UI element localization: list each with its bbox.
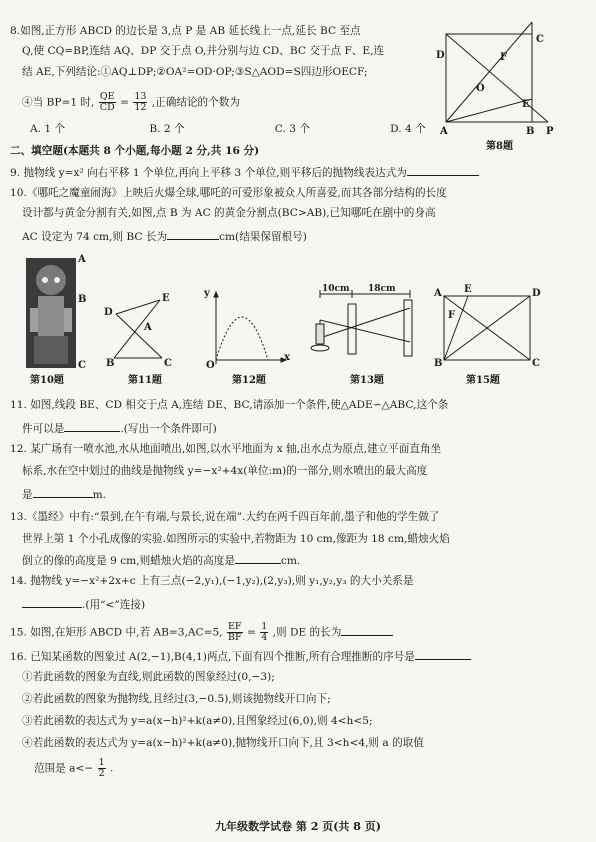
q15-frac2-denominator: 4 [261, 632, 268, 643]
fig11 [102, 290, 182, 370]
fig11-label-a: A [144, 322, 152, 333]
q11-answer-blank[interactable] [64, 420, 120, 432]
q8-equals: = [120, 96, 129, 109]
segment-ae [446, 99, 532, 122]
q12-answer-blank[interactable] [33, 486, 93, 498]
q15-line [10, 622, 393, 643]
fig12-label-y: y [204, 288, 210, 299]
q10-line3-text-b: cm(结果保留根号) [219, 231, 307, 243]
q8-fig-caption: 第8题 [486, 141, 513, 152]
fig11-label-c: C [164, 358, 172, 369]
fig10-caption: 第10题 [30, 375, 64, 386]
q8-figure [432, 22, 582, 142]
q13-line3-text-b: cm. [280, 555, 301, 567]
q14-answer-blank[interactable] [22, 596, 82, 608]
q8-option-c[interactable]: C. 3 个 [274, 123, 310, 135]
q16-item1: ①若此函数的图象为直线,则此函数的图象经过(0,−3); [22, 671, 275, 683]
q8-frac2-denominator: 12 [134, 102, 147, 113]
q16-frac-numerator: 1 [98, 757, 105, 768]
q13-line1: 13.《墨经》中有:“景到,在午有端,与景长,说在端”.大约在两千四百年前,墨子和他的学生做了 [10, 511, 440, 523]
fig11-label-d: D [104, 307, 113, 318]
candle [316, 324, 324, 344]
q10-line2: 设计都与黄金分割有关,如图,点 B 为 AC 的黄金分割点(BC>AB),已知哪吒在剧中的身高 [22, 207, 436, 219]
q11-line1: 11. 如图,线段 BE、CD 相交于点 A,连结 DE、BC,请添加一个条件,使△ADE∽△ABC,这个条 [10, 399, 449, 411]
q10-line1: 10.《哪吒之魔童闹海》上映后火爆全球,哪吒的可爱形象被众人所喜爱,而其各部分结构的长度 [10, 187, 447, 199]
q8-line2: Q,使 CQ=BP,连结 AQ、DP 交于点 O,并分别与边 CD、BC 交于点 F、E,连 [22, 45, 385, 57]
fig12-label-o: O [206, 360, 215, 371]
fig11-caption: 第11题 [128, 375, 162, 386]
q8-line4-text-a: ④当 BP=1 时, [22, 96, 95, 109]
q8-figure-svg [432, 22, 582, 142]
fig13-label-18cm: 18cm [368, 284, 396, 294]
q15-frac-numerator: EF [228, 621, 242, 632]
q16-fraction-1-2 [98, 758, 106, 779]
fig13-label-10cm: 10cm [322, 284, 350, 294]
q8-label-a: A [440, 126, 448, 137]
fig13-caption: 第13题 [350, 375, 384, 386]
q8-line4-text-b: ,正确结论的个数为 [151, 96, 240, 109]
q8-option-d[interactable]: D. 4 个 [390, 123, 426, 135]
q9-text [10, 164, 479, 180]
q14-line1: 14. 抛物线 y=−x²+2x+c 上有三点(−2,y₁),(−1,y₂),(2,y₃),则 y₁,y₂,y₃ 的大小关系是 [10, 575, 414, 587]
fig12-label-x: x [284, 352, 290, 363]
candle-base [311, 345, 329, 351]
fig10-label-b: B [78, 294, 87, 305]
fig10-label-c: C [78, 360, 86, 371]
q8-label-o: O [476, 83, 485, 94]
fig15-label-f: F [448, 310, 456, 321]
q13-line2: 世界上第 1 个小孔成像的实验.如图所示的实验中,若物距为 10 cm,像距为 18 cm,蜡烛火焰 [22, 533, 450, 545]
q15-frac-denominator: BF [227, 632, 242, 643]
q15-frac2-numerator: 1 [261, 621, 268, 632]
q15-fraction-1-4 [260, 622, 268, 643]
nezha-photo [26, 258, 76, 368]
q15-answer-blank[interactable] [341, 624, 393, 636]
q13-line3 [22, 552, 300, 568]
q16-item2: ②若此函数的图象为抛物线,且经过(3,−0.5),则该抛物线开口向下; [22, 693, 331, 705]
fig15-label-e: E [464, 284, 472, 295]
q8-label-d: D [436, 50, 445, 61]
q11-line2-text-a: 件可以是 [22, 423, 65, 435]
q15-text-b: ,则 DE 的长为 [272, 626, 342, 639]
q9-answer-blank[interactable] [407, 164, 479, 176]
fig11-label-e: E [162, 293, 170, 304]
square-abcd [446, 34, 532, 122]
q16-item4-line2 [34, 758, 113, 779]
segment-be [444, 296, 468, 360]
q10-line3 [22, 228, 307, 244]
fig15-label-c: C [532, 358, 540, 369]
q13-answer-blank[interactable] [235, 552, 281, 564]
q8-label-c: C [536, 34, 544, 45]
fig15 [432, 284, 542, 369]
fig12 [204, 288, 290, 371]
q8-option-b[interactable]: B. 2 个 [149, 123, 185, 135]
q16-frac-denominator: 2 [98, 768, 105, 779]
q12-line3 [22, 486, 106, 502]
segment-dc [116, 314, 162, 358]
q12-line2: 标系,水在空中划过的曲线是抛物线 y=−x²+4x(单位:m)的一部分,则水喷出的最大高度 [22, 465, 428, 477]
q8-label-f: F [500, 52, 508, 63]
fig15-label-b: B [434, 358, 443, 369]
fig12-svg [204, 288, 290, 368]
q16-item4-line2-text-a: 范围是 a<− [34, 762, 94, 775]
fig15-label-a: A [434, 288, 442, 299]
q16-item3: ③若此函数的表达式为 y=a(x−h)²+k(a≠0),且图象经过(6,0),则 4<h<5; [22, 715, 373, 727]
fig15-caption: 第15题 [466, 375, 500, 386]
q10-answer-blank[interactable] [167, 228, 219, 240]
q12-line1: 12. 某广场有一喷水池,水从地面喷出,如图,以水平地面为 x 轴,出水点为原点,建立平面直角坐 [10, 443, 442, 455]
q8-frac2-numerator: 13 [134, 91, 147, 102]
q11-line2 [22, 420, 217, 436]
y-axis-arrow [214, 292, 218, 297]
nezha-photo-svg [26, 258, 76, 368]
q8-option-a[interactable]: A. 1 个 [30, 123, 66, 135]
page-footer: 九年级数学试卷 第 2 页(共 8 页) [215, 820, 381, 833]
q15-fraction-ef-bf [227, 622, 243, 643]
water-parabola [216, 317, 268, 360]
fig11-label-b: B [106, 358, 115, 369]
q11-line2-text-b: .(写出一个条件即可) [120, 423, 217, 435]
fig13-svg [306, 284, 422, 364]
q8-label-p: P [546, 126, 554, 137]
fig12-caption: 第12题 [232, 375, 266, 386]
q12-line3-text-b: m. [92, 489, 107, 501]
q8-options [30, 122, 426, 136]
q15-equals: = [246, 626, 256, 639]
q8-line4 [22, 92, 240, 113]
q8-frac-numerator: QE [99, 91, 115, 102]
fig10-label-a: A [78, 254, 86, 265]
q8-label-b: B [526, 126, 535, 137]
q14-line2 [22, 596, 145, 612]
q13-line3-text-a: 倒立的像的高度是 9 cm,则蜡烛火焰的高度是 [22, 555, 235, 567]
segment-de [116, 300, 160, 314]
q15-text-a: 15. 如图,在矩形 ABCD 中,若 AB=3,AC=5, [10, 626, 223, 639]
segment-aq [446, 22, 532, 122]
q16-answer-blank[interactable] [415, 648, 471, 660]
q8-frac-denominator: CD [99, 102, 115, 113]
fig15-svg [432, 288, 542, 368]
q10-line3-text-a: AC 设定为 74 cm,则 BC 长为 [22, 231, 168, 243]
q8-line1: 8.如图,正方形 ABCD 的边长是 3,点 P 是 AB 延长线上一点,延长 BC 至点 [10, 25, 361, 37]
q16-item4: ④若此函数的表达式为 y=a(x−h)²+k(a≠0),抛物线开口向下,且 3<h<4,则 a 的取值 [22, 737, 424, 749]
q14-line2-text-b: .(用“<”连接) [82, 599, 146, 611]
q8-label-e: E [522, 99, 530, 110]
q12-line3-text-a: 是 [22, 489, 33, 501]
fig15-label-d: D [532, 288, 541, 299]
q8-line3: 结 AE,下列结论:①AQ⊥DP;②OA²=OD·OP;③S△AOD=S四边形OECF; [22, 66, 368, 78]
q16-line1 [10, 648, 471, 664]
q8-fraction-qe-cd [99, 92, 116, 113]
section2-title: 二、填空题(本题共 8 个小题,每小题 2 分,共 16 分) [10, 145, 260, 157]
q16-item4-line2-text-b: . [110, 762, 114, 775]
q9-text-content: 9. 抛物线 y=x² 向右平移 1 个单位,再向上平移 3 个单位,则平移后的抛物线表达式为 [10, 167, 407, 179]
q8-fraction-13-12 [133, 92, 147, 113]
q16-line1-text: 16. 已知某函数的图象过 A(2,−1),B(4,1)两点,下面有四个推断,所有合理推断的序号是 [10, 651, 415, 663]
fig13 [306, 284, 422, 364]
